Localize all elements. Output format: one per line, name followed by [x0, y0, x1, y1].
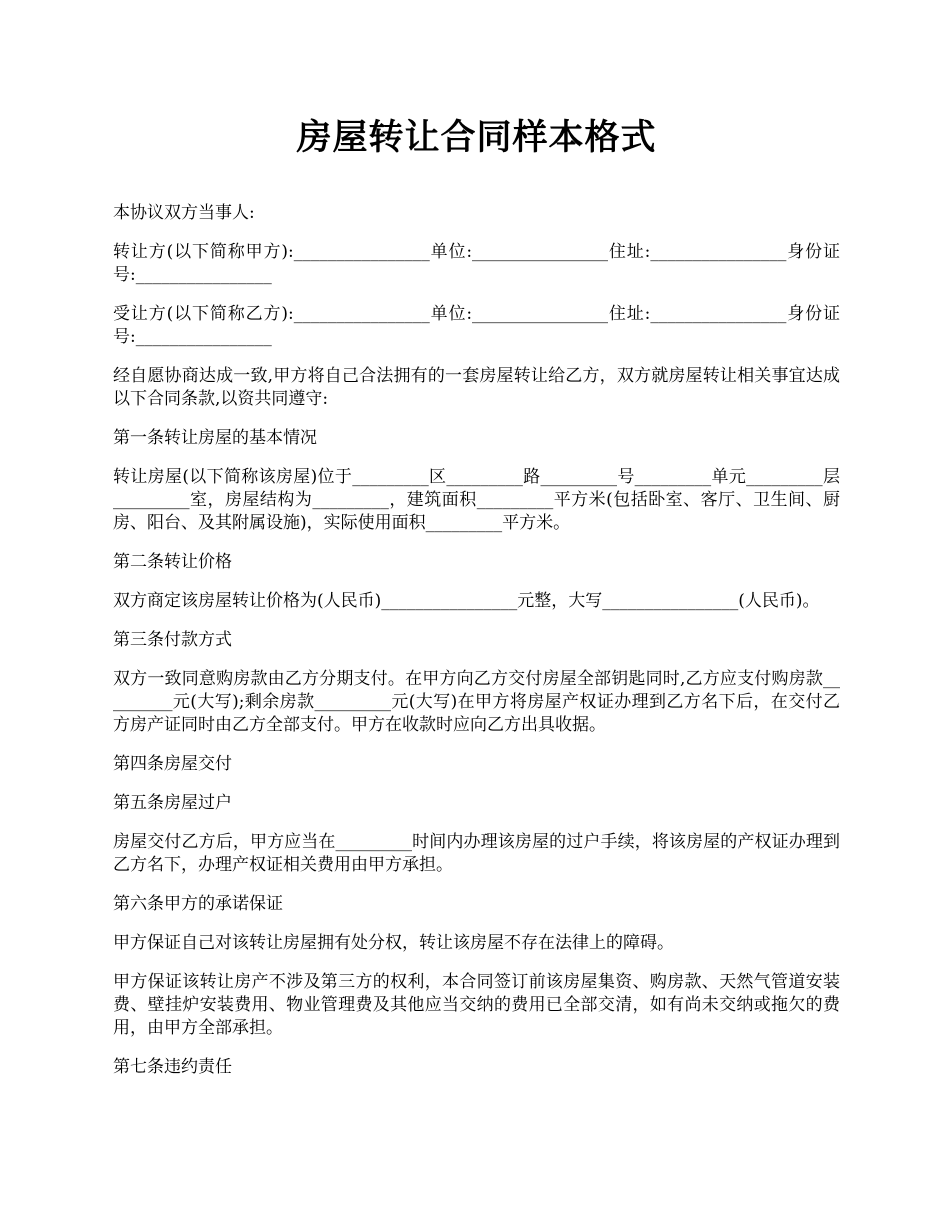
- article-2-body: 双方商定该房屋转让价格为(人民币)________________元整，大写________________(人民币)。: [113, 591, 820, 611]
- article-3-heading: 第三条付款方式: [113, 630, 232, 650]
- parties-intro: 本协议双方当事人:: [113, 203, 255, 223]
- article-6-body-2: 甲方保证该转让房产不涉及第三方的权利，本合同签订前该房屋集资、购房款、天然气管道安装费、壁挂炉安装费用、物业管理费及其他应当交纳的费用已全部交清，如有尚未交纳或拖欠的费用，由甲方全部承担。: [113, 972, 840, 1038]
- article-5-heading: 第五条房屋过户: [113, 793, 232, 813]
- article-1-heading: 第一条转让房屋的基本情况: [113, 428, 317, 448]
- article-2-heading: 第二条转让价格: [113, 552, 232, 572]
- transferee-info: 受让方(以下简称乙方):________________单位:________________住址:________________身份证号:________________: [113, 304, 840, 347]
- article-5-body: 房屋交付乙方后，甲方应当在_________时间内办理该房屋的过户手续，将该房屋的产权证办理到乙方名下，办理产权证相关费用由甲方承担。: [113, 832, 840, 875]
- article-4-heading: 第四条房屋交付: [113, 754, 232, 774]
- article-7-heading: 第七条违约责任: [113, 1057, 232, 1077]
- article-1-body: 转让房屋(以下简称该房屋)位于_________区_________路_________号_________单元_________层_________室，房屋结构为_________，建筑面积_________平方米(包括卧室、客厅、卫生间、厨房、阳台、及其附属设施)，实际使用面积_________平方米。: [113, 467, 840, 533]
- agreement-preamble: 经自愿协商达成一致,甲方将自己合法拥有的一套房屋转让给乙方，双方就房屋转让相关事宜达成以下合同条款,以资共同遵守:: [113, 366, 840, 409]
- article-6-heading: 第六条甲方的承诺保证: [113, 894, 283, 914]
- article-6-body-1: 甲方保证自己对该转让房屋拥有处分权，转让该房屋不存在法律上的障碍。: [113, 933, 674, 953]
- contract-page: [113, 108, 840, 1095]
- transferor-info: 转让方(以下简称甲方):________________单位:________________住址:________________身份证号:________________: [113, 242, 840, 285]
- article-3-body: 双方一致同意购房款由乙方分期支付。在甲方向乙方交付房屋全部钥匙同时,乙方应支付购房款_________元(大写);剩余房款_________元(大写)在甲方将房屋产权证办理到乙方名下后，在交付乙方房产证同时由乙方全部支付。甲方在收款时应向乙方出具收据。: [113, 669, 840, 735]
- document-title: 房屋转让合同样本格式: [296, 117, 657, 158]
